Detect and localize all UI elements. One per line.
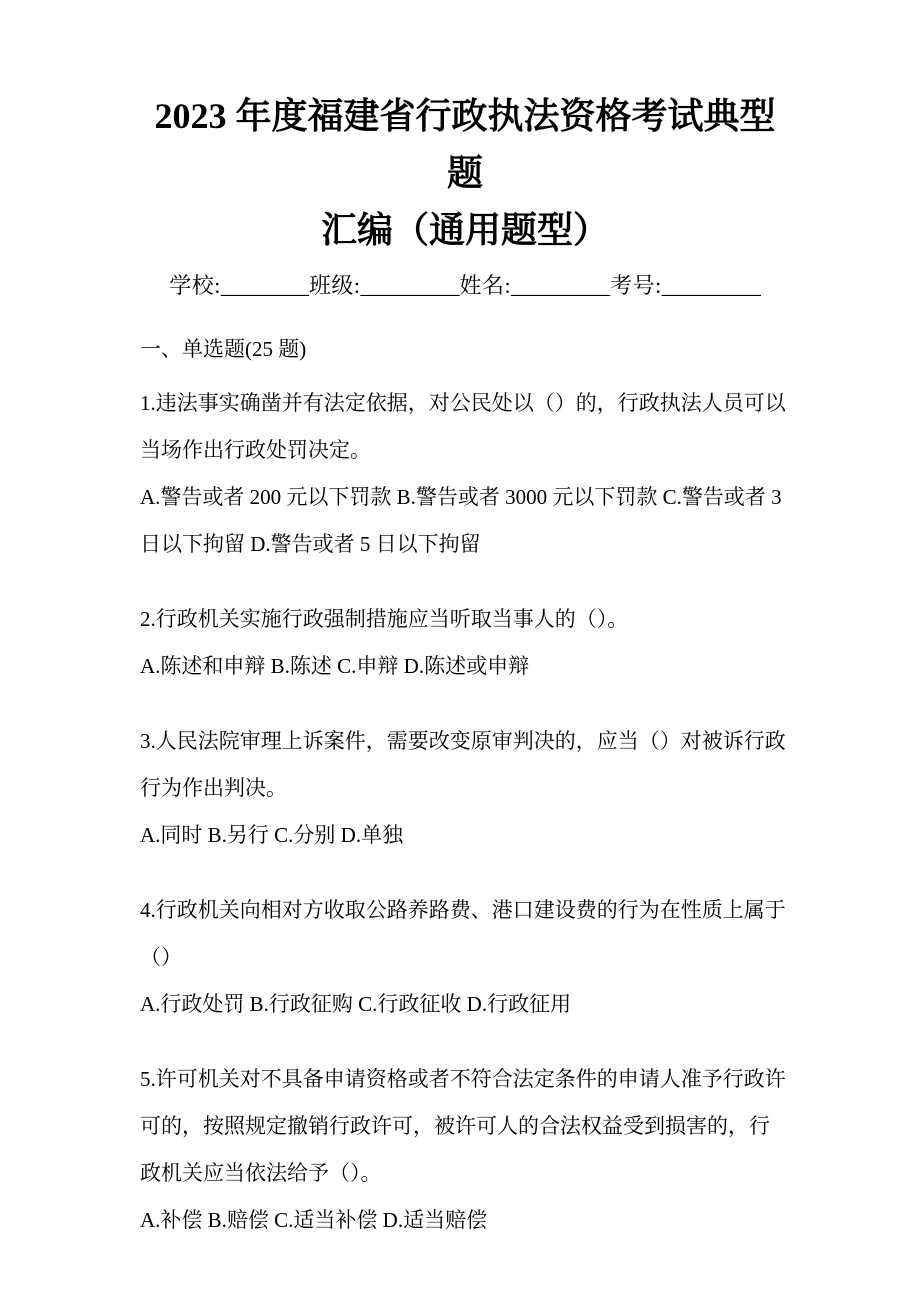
student-info-line (140, 269, 790, 300)
question-item-4 (140, 887, 790, 1028)
class-field (309, 269, 460, 300)
exam-number-field (610, 269, 761, 300)
question-stem: 4.行政机关向相对方收取公路养路费、港口建设费的行为在性质上属于（） (140, 898, 786, 970)
document-title-line-1: 2023 年度福建省行政执法资格考试典型题 (154, 96, 776, 193)
question-stem: 5.许可机关对不具备申请资格或者不符合法定条件的申请人准予行政许可的，按照规定撤销行政许可，被许可人的合法权益受到损害的，行政机关应当依法给予（）。 (140, 1067, 786, 1186)
name-blank: _________ (511, 272, 611, 298)
question-stem: 2.行政机关实施行政强制措施应当听取当事人的（）。 (140, 606, 629, 631)
question-stem: 1.违法事实确凿并有法定依据，对公民处以（）的，行政执法人员可以当场作出行政处罚决定。 (140, 390, 786, 462)
section-heading-single-choice: 一、单选题(25 题) (140, 336, 307, 361)
name-field (460, 269, 611, 300)
question-item-2 (140, 596, 790, 690)
class-blank: _________ (360, 272, 460, 298)
exam-number-label: 考号: (610, 272, 662, 298)
school-field (169, 269, 309, 300)
exam-number-blank: _________ (661, 272, 761, 298)
question-options: A.陈述和申辩 B.陈述 C.申辩 D.陈述或申辩 (140, 653, 530, 678)
class-label: 班级: (308, 272, 361, 298)
question-options: A.警告或者 200 元以下罚款 B.警告或者 3000 元以下罚款 C.警告或者 3 日以下拘留 D.警告或者 5 日以下拘留 (140, 484, 782, 556)
question-item-3 (140, 718, 790, 859)
school-blank: ________ (220, 272, 309, 298)
document-title-line-2: 汇编（通用题型） (320, 209, 609, 250)
question-stem: 3.人民法院审理上诉案件，需要改变原审判决的，应当（）对被诉行政行为作出判决。 (140, 729, 786, 801)
document-title (140, 88, 790, 259)
question-item-1 (140, 380, 790, 568)
school-label: 学校: (169, 272, 221, 298)
question-options: A.行政处罚 B.行政征购 C.行政征收 D.行政征用 (140, 992, 572, 1017)
question-options: A.同时 B.另行 C.分别 D.单独 (140, 823, 404, 848)
name-label: 姓名: (459, 272, 512, 298)
question-options: A.补偿 B.赔偿 C.适当补偿 D.适当赔偿 (140, 1208, 488, 1233)
question-item-5 (140, 1056, 790, 1244)
